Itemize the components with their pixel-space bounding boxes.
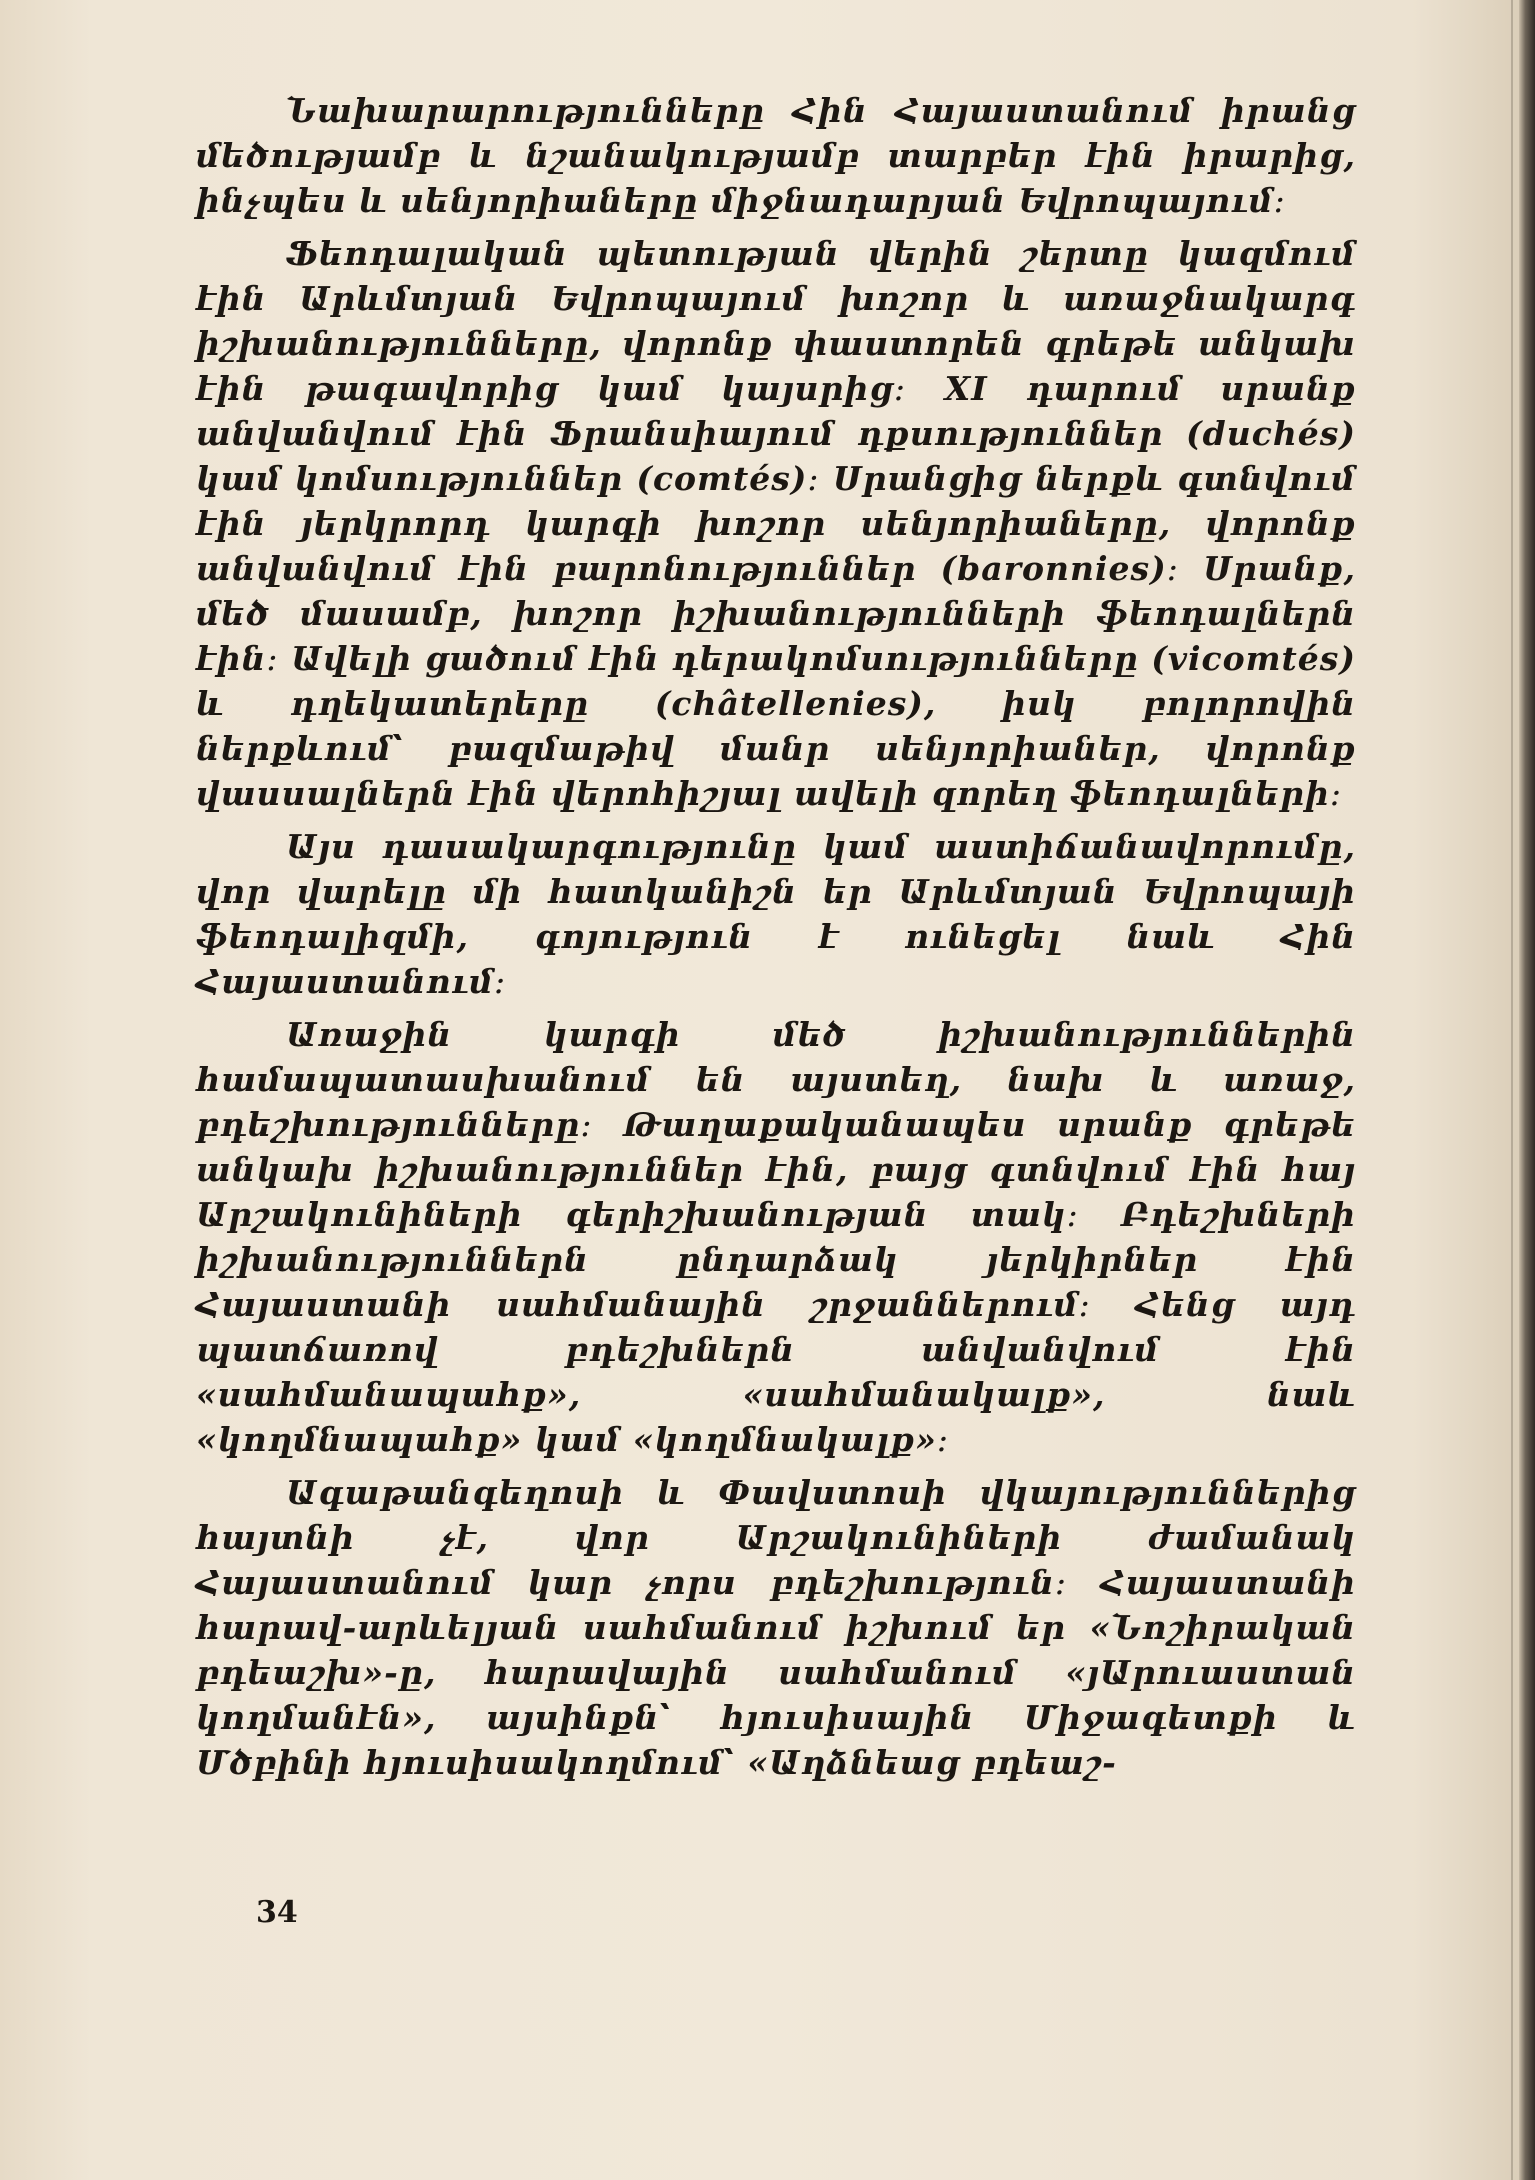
paragraph: Առաջին կարգի մեծ իշխանություններին համապատասխանում են այստեղ, նախ և առաջ, բդեշխությունները։ Թաղաքականապես սրանք գրեթե անկախ իշխանություններ էին, բայց գտնվում էին հայ Արշակունիների գերիշխանության տակ։ Բդեշխների իշխանություններն ընդարձակ յերկիրներ էին Հայաստանի սահմանային շրջաններում։ Հենց այդ պատճառով բդեշխներն անվանվում էին «սահմանապահք», «սահմանակալք», նաև «կողմնապահք» կամ «կողմնակալք»։ — [196, 1015, 1356, 1459]
paragraph: Ագաթանգեղոսի և Փավստոսի վկայություններից հայտնի չէ, վոր Արշակունիների ժամանակ Հայաստանում կար չորս բդեշխություն։ Հայաստանի հարավ-արևելյան սահմանում իշխում եր «Նոշիրական բդեաշխ»-ը, հարավային սահմանում «յԱրուաստան կողմանէն», այսինքն՝ հյուսիսային Միջագետքի և Մծբինի հյուսիսակողմում՝ «Աղձնեաց բդեաշ- — [196, 1473, 1356, 1782]
page-number: 34 — [256, 1895, 298, 1930]
paragraph: Նախարարությունները Հին Հայաստանում իրանց մեծությամբ և նշանակությամբ տարբեր էին իրարից, ինչպես և սենյորիաները միջնադարյան Եվրոպայում։ — [196, 91, 1356, 220]
paragraph: Ֆեոդալական պետության վերին շերտը կազմում էին Արևմտյան Եվրոպայում խոշոր և առաջնակարգ իշխանությունները, վորոնք փաստորեն գրեթե անկախ էին թագավորից կամ կայսրից։ XI դարում սրանք անվանվում էին Ֆրանսիայում դքսություններ (duchés) կամ կոմսություններ (comtés)։ Սրանցից ներքև գտնվում էին յերկրորդ կարգի խոշոր սենյորիաները, վորոնք անվանվում էին բարոնություններ (baronnies)։ Սրանք, մեծ մասամբ, խոշոր իշխանությունների ֆեոդալներն էին։ Ավելի ցածում էին դերակոմսությունները (vicomtés) և դղեկատերերը (châtellenies), իսկ բոլորովին ներքևում՝ բազմաթիվ մանր սենյորիաներ, վորոնք վասսալներն էին վերոհիշյալ ավելի զորեղ ֆեոդալների։ — [196, 234, 1356, 813]
book-spine — [1519, 0, 1535, 2180]
paragraph: Այս դասակարգությունը կամ աստիճանավորումը, վոր վարելը մի հատկանիշն եր Արևմտյան Եվրոպայի ֆեոդալիզմի, գոյություն է ունեցել նաև Հին Հայաստանում։ — [196, 827, 1356, 1001]
page-fold-line — [1511, 0, 1513, 2180]
body-text — [196, 88, 1356, 1793]
